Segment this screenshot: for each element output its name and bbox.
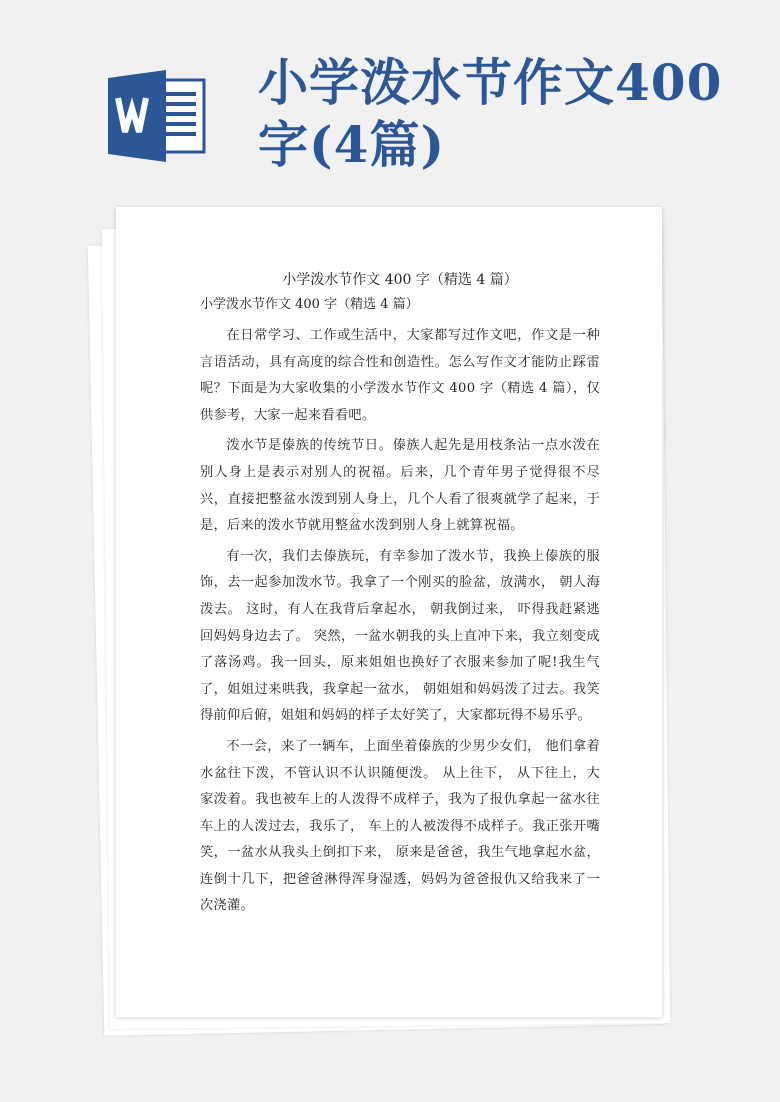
document-body xyxy=(200,267,600,924)
paragraph-3: 有一次，我们去傣族玩，有幸参加了泼水节，我换上傣族的服饰，去一起参加泼水节。我拿了一个刚买的脸盆，放满水， 朝人海泼去。 这时，有人在我背后拿起水， 朝我倒过来， 吓得我赶紧逃回妈妈身边去了。 突然，一盆水朝我的头上直冲下来，我立刻变成了落汤鸡。我一回头，原来姐姐也换好了衣服来参加了呢!我生气了，姐姐过来哄我，我拿起一盆水， 朝姐姐和妈妈泼了过去。我笑得前仰后俯，姐姐和妈妈的样子太好笑了，大家都玩得不易乐乎。 xyxy=(200,548,600,724)
word-logo-icon xyxy=(108,70,208,162)
paragraph-1: 在日常学习、工作或生活中，大家都写过作文吧，作文是一种言语活动，具有高度的综合性和创造性。怎么写作文才能防止踩雷呢？下面是为大家收集的小学泼水节作文 400 字（精选 4 篇），仅供参考，大家一起来看看吧。 xyxy=(200,328,600,423)
document-title: 小学泼水节作文 400 字（精选 4 篇） xyxy=(282,272,518,288)
document-subtitle: 小学泼水节作文 400 字（精选 4 篇） xyxy=(200,297,419,312)
paragraph-4: 不一会，来了一辆车，上面坐着傣族的少男少女们， 他们拿着水盆往下泼，不管认识不认识随便泼。 从上往下， 从下往上，大家泼着。我也被车上的人泼得不成样子，我为了报仇拿起一盆水往车上的人泼过去，我乐了， 车上的人被泼得不成样子。我正张开嘴笑，一盆水从我头上倒扣下来， 原来是爸爸，我生气地拿起水盆，连倒十几下，把爸爸淋得浑身湿透，妈妈为爸爸报仇又给我来了一次浇灌。 xyxy=(200,738,600,914)
page-title: 小学泼水节作文400字(4篇) xyxy=(258,53,723,174)
paragraph-2: 泼水节是傣族的传统节日。傣族人起先是用枝条沾一点水泼在别人身上是表示对别人的祝福。后来，几个青年男子觉得很不尽兴，直接把整盆水泼到别人身上，几个人看了很爽就学了起来，于是，后来的泼水节就用整盆水泼到别人身上就算祝福。 xyxy=(200,438,600,534)
